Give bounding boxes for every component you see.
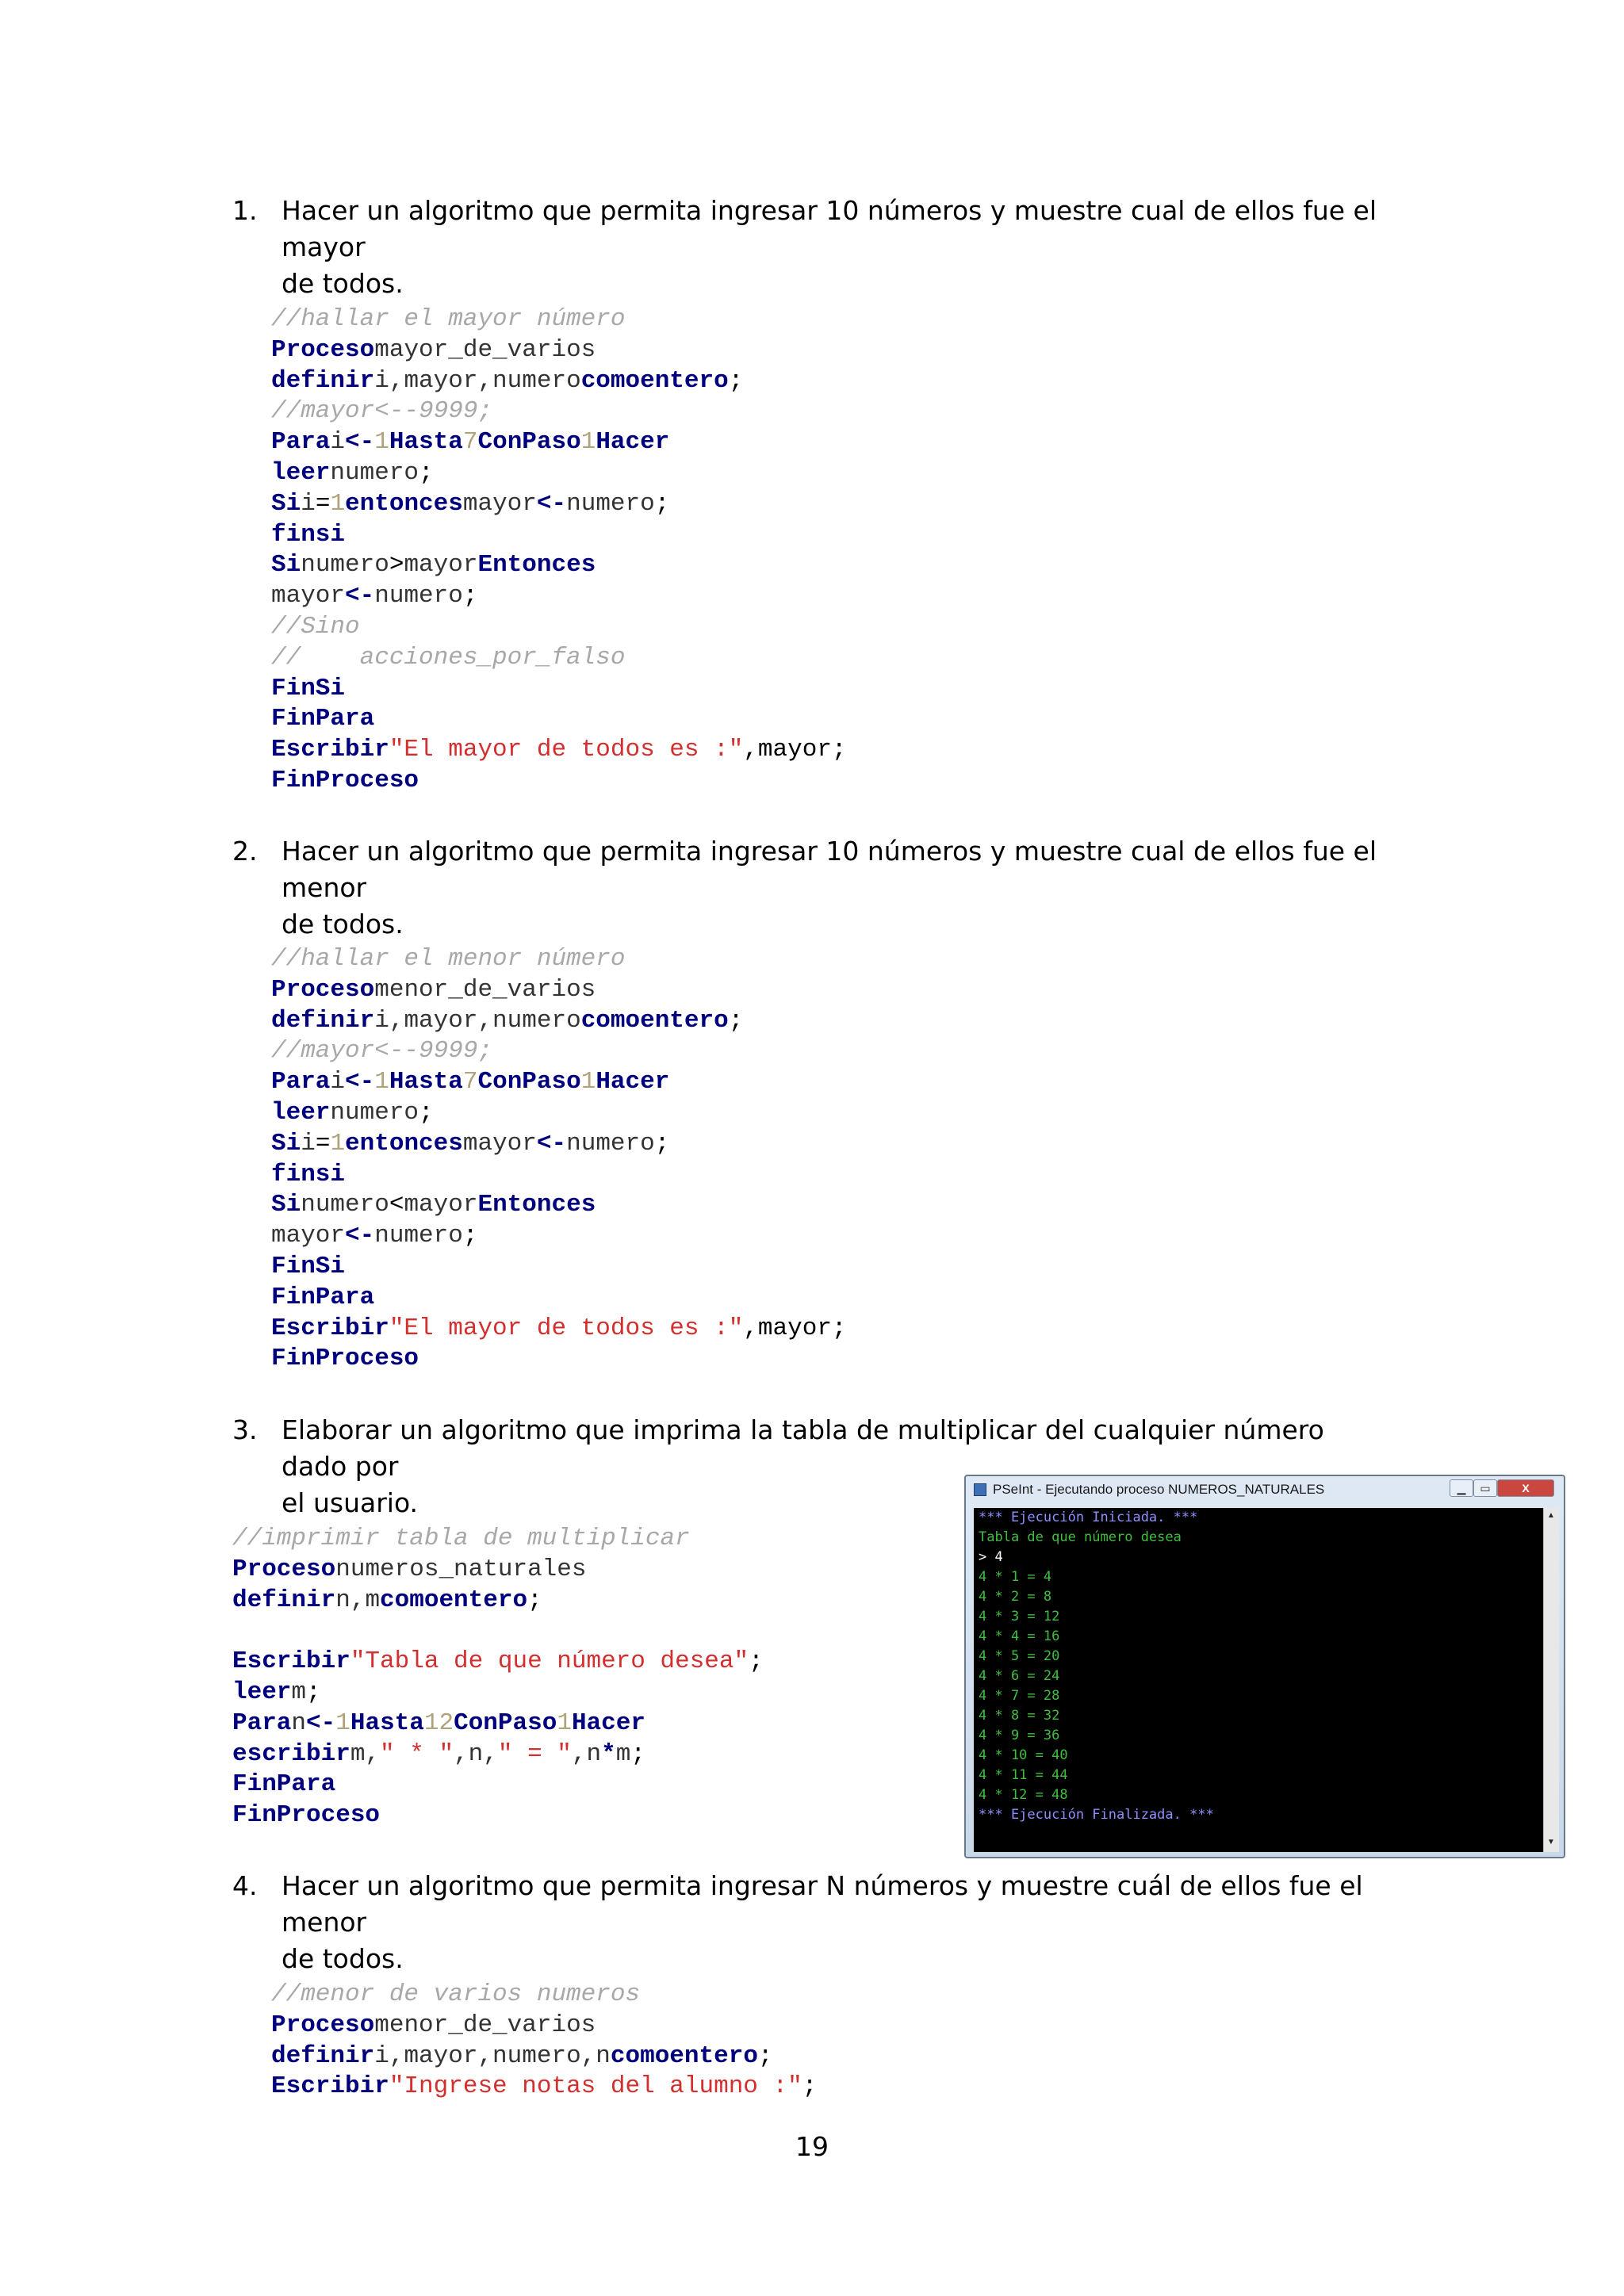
code-token: FinSi [271, 1252, 346, 1280]
code-line [271, 1036, 847, 1067]
console-line: 4 * 6 = 24 [979, 1668, 1060, 1684]
code-line [271, 396, 847, 427]
code-token: ; [802, 2072, 818, 2101]
code-line [232, 1647, 764, 1678]
console-title: PSeInt - Ejecutando proceso NUMEROS_NATURALES [993, 1482, 1325, 1497]
code-line [271, 1098, 847, 1129]
code-token: "El mayor de todos es :" [389, 1314, 744, 1342]
code-line [232, 1524, 764, 1555]
code-token: " = " [497, 1739, 572, 1768]
code-line [271, 1129, 847, 1160]
code-token: i,mayor,numero,n [374, 2042, 611, 2070]
code-line [271, 335, 847, 366]
code-token: 1 [330, 1129, 346, 1158]
code-block-1 [271, 304, 847, 797]
code-token: Hasta [350, 1709, 424, 1737]
console-titlebar [966, 1476, 1564, 1503]
code-token: //hallar el mayor número [271, 305, 626, 333]
code-token: i,mayor,numero [374, 1006, 581, 1035]
code-line [271, 704, 847, 735]
code-line [271, 643, 847, 674]
code-line [271, 1314, 847, 1345]
code-token: 1 [374, 1068, 389, 1096]
code-token: Proceso [271, 975, 375, 1004]
code-token: numero [330, 458, 419, 487]
code-token: finsi [271, 520, 346, 549]
code-token: i [301, 489, 316, 518]
code-token: Si [271, 1191, 301, 1219]
code-token: 12 [423, 1709, 454, 1737]
console-line: 4 * 4 = 16 [979, 1628, 1060, 1644]
code-token: n [291, 1709, 307, 1737]
question-2 [232, 833, 1390, 943]
code-token: Si [271, 489, 301, 518]
code-token: ; [419, 1098, 434, 1127]
code-token: m, [350, 1739, 381, 1768]
code-line [271, 1252, 847, 1283]
code-token: 1 [580, 1068, 596, 1096]
code-token: FinPara [232, 1770, 336, 1799]
code-token: Si [271, 1129, 301, 1158]
console-line: 4 * 10 = 40 [979, 1747, 1068, 1763]
code-line [271, 427, 847, 458]
code-token: FinProceso [271, 1345, 419, 1373]
code-token: FinProceso [232, 1801, 381, 1830]
code-token: FinSi [271, 674, 346, 702]
question-text-line: el usuario. [282, 1487, 419, 1518]
code-block-2 [271, 944, 847, 1375]
console-output [974, 1508, 1543, 1852]
console-line: 4 * 5 = 20 [979, 1648, 1060, 1664]
code-line [271, 581, 847, 612]
code-token: entonces [345, 1129, 463, 1158]
code-token: " * " [380, 1739, 454, 1768]
code-token: comoentero [580, 366, 729, 395]
question-text-line: de todos. [282, 909, 404, 939]
code-token: 1 [580, 428, 596, 457]
console-line: *** Ejecución Finalizada. *** [979, 1807, 1214, 1823]
code-token: definir [271, 1006, 375, 1035]
code-line [271, 1190, 847, 1221]
code-token: ; [654, 489, 670, 518]
code-token: 1 [374, 428, 389, 457]
code-token: FinProceso [271, 766, 419, 794]
code-token: Escribir [232, 1647, 350, 1676]
code-token: <- [345, 1222, 375, 1250]
code-token: ,n, [454, 1739, 498, 1768]
code-token: ; [630, 1739, 645, 1768]
code-token: numero [330, 1098, 419, 1127]
question-text-line: Hacer un algoritmo que permita ingresar 10 números y muestre cual de ellos fue el mayor [282, 195, 1377, 262]
code-token: i [330, 1068, 346, 1096]
question-text-line: de todos. [282, 268, 404, 299]
question-text-line: Hacer un algoritmo que permita ingresar N números y muestre cuál de ellos fue el menor [282, 1870, 1363, 1938]
code-token: mayor [462, 1129, 537, 1158]
code-token: mayor [404, 551, 478, 580]
code-line [271, 975, 847, 1006]
code-token: "El mayor de todos es :" [389, 736, 744, 764]
code-line [271, 1980, 817, 2011]
code-token: ConPaso [477, 428, 581, 457]
code-token: ; [527, 1586, 542, 1614]
code-token: // acciones_por_falso [271, 643, 626, 672]
vertical-scrollbar[interactable] [1543, 1508, 1559, 1852]
code-token: ; [728, 1006, 744, 1035]
question-number: 3. [232, 1414, 258, 1445]
code-line [232, 1800, 764, 1831]
console-line: 4 * 8 = 32 [979, 1708, 1060, 1724]
code-token: ; [757, 2042, 773, 2070]
code-line [271, 1344, 847, 1375]
code-token: m [291, 1678, 307, 1706]
code-token: numeros_naturales [335, 1555, 587, 1583]
code-token: menor_de_varios [374, 975, 596, 1004]
code-token: m [615, 1739, 631, 1768]
code-token: <- [536, 1129, 567, 1158]
code-token: <- [345, 428, 375, 457]
code-token: Escribir [271, 2072, 389, 2101]
code-token: ConPaso [477, 1068, 581, 1096]
console-line: Tabla de que número desea [979, 1529, 1182, 1545]
code-token: leer [271, 458, 331, 487]
code-line [271, 1283, 847, 1314]
code-token: "Ingrese notas del alumno :" [389, 2072, 802, 2101]
code-token: i [330, 428, 346, 457]
code-line [232, 1709, 764, 1739]
code-line [271, 304, 847, 335]
close-button[interactable]: X [1497, 1479, 1554, 1497]
code-token: ConPaso [454, 1709, 557, 1737]
code-line [271, 366, 847, 397]
question-number: 4. [232, 1870, 258, 1901]
console-line: *** Ejecución Iniciada. *** [979, 1510, 1198, 1525]
code-token: Para [271, 1068, 331, 1096]
code-token: Proceso [271, 2011, 375, 2039]
page-number: 19 [795, 2131, 829, 2162]
code-token: //imprimir tabla de multiplicar [232, 1525, 690, 1552]
code-token: mayor [271, 582, 346, 610]
code-token: Hacer [596, 1068, 670, 1096]
code-token: //mayor<--9999; [271, 1037, 493, 1066]
code-token: Hasta [389, 428, 463, 457]
code-token: ; [654, 1129, 670, 1158]
code-token: //menor de varios numeros [271, 1980, 641, 2008]
code-token: //Sino [271, 612, 360, 641]
code-token: i [301, 1129, 316, 1158]
code-token: definir [271, 2042, 375, 2070]
code-token: numero [566, 489, 655, 518]
code-token: <- [345, 582, 375, 610]
code-token: FinPara [271, 1283, 375, 1311]
code-token: n,m [335, 1586, 381, 1614]
code-token: mayor [404, 1191, 478, 1219]
question-text-line: de todos. [282, 1943, 404, 1974]
code-token: leer [271, 1098, 331, 1127]
code-token: <- [306, 1709, 336, 1737]
code-token: comoentero [380, 1586, 528, 1614]
code-token: ; [419, 458, 434, 487]
console-line: > 4 [979, 1549, 1003, 1565]
code-token: = [315, 1129, 331, 1158]
console-line: 4 * 3 = 12 [979, 1609, 1060, 1624]
code-token: Para [271, 428, 331, 457]
code-token: comoentero [610, 2042, 758, 2070]
code-token: 7 [462, 428, 478, 457]
code-token: numero [301, 1191, 389, 1219]
code-token: ; [728, 366, 744, 395]
code-line [232, 1616, 764, 1647]
console-line: 4 * 7 = 28 [979, 1688, 1060, 1704]
code-token: > [389, 551, 404, 580]
scroll-down-icon[interactable]: ▼ [1547, 1838, 1555, 1846]
code-token: Proceso [271, 335, 375, 364]
code-token: leer [232, 1678, 292, 1706]
code-token: Hasta [389, 1068, 463, 1096]
question-1 [232, 193, 1390, 302]
code-token: 7 [462, 1068, 478, 1096]
code-token: Si [271, 551, 301, 580]
code-line [271, 766, 847, 797]
code-line [271, 520, 847, 551]
code-token: //mayor<--9999; [271, 397, 493, 426]
code-token: < [389, 1191, 404, 1219]
code-token: Hacer [596, 428, 670, 457]
code-token: Escribir [271, 1314, 389, 1342]
code-token: numero [566, 1129, 655, 1158]
code-line [271, 735, 847, 766]
code-line [271, 1221, 847, 1252]
app-icon [974, 1483, 986, 1496]
code-token: Proceso [232, 1555, 336, 1583]
code-token: ,mayor; [743, 1314, 847, 1342]
console-line: 4 * 11 = 44 [979, 1767, 1068, 1783]
question-number: 1. [232, 195, 258, 226]
code-line [271, 1006, 847, 1037]
code-token: 1 [330, 489, 346, 518]
code-line [271, 2011, 817, 2042]
code-token: FinPara [271, 705, 375, 733]
code-line [271, 1067, 847, 1098]
code-token: ,mayor; [743, 736, 847, 764]
code-line [271, 550, 847, 581]
code-line [232, 1678, 764, 1709]
code-token: Hacer [571, 1709, 645, 1737]
code-line [232, 1739, 764, 1770]
code-token: 1 [335, 1709, 350, 1737]
console-line: 4 * 12 = 48 [979, 1787, 1068, 1803]
code-line [271, 458, 847, 489]
console-line: 4 * 2 = 8 [979, 1589, 1052, 1605]
maximize-button[interactable]: ▭ [1473, 1479, 1497, 1497]
code-token: escribir [232, 1739, 350, 1768]
code-block-4 [271, 1980, 817, 2103]
minimize-button[interactable]: ▁ [1450, 1479, 1473, 1497]
console-line: 4 * 9 = 36 [979, 1728, 1060, 1743]
code-token: mayor [271, 1222, 346, 1250]
code-token: definir [271, 366, 375, 395]
code-line [271, 674, 847, 705]
code-line [271, 2072, 817, 2103]
question-text-line: Elaborar un algoritmo que imprima la tabla de multiplicar del cualquier número dado por [282, 1414, 1324, 1482]
code-token: = [315, 489, 331, 518]
code-block-3 [232, 1524, 764, 1831]
code-line [232, 1555, 764, 1586]
code-token: numero [374, 1222, 463, 1250]
code-token: i,mayor,numero [374, 366, 581, 395]
code-token: Escribir [271, 736, 389, 764]
code-token: numero [301, 551, 389, 580]
code-token: definir [232, 1586, 336, 1614]
code-line [271, 944, 847, 975]
code-token: <- [536, 489, 567, 518]
code-token: comoentero [580, 1006, 729, 1035]
code-line [271, 2042, 817, 2072]
code-token: 1 [557, 1709, 572, 1737]
code-token: finsi [271, 1160, 346, 1188]
code-token: mayor [462, 489, 537, 518]
code-line [271, 489, 847, 520]
code-token: * [601, 1739, 616, 1768]
question-number: 2. [232, 836, 258, 867]
code-line [232, 1586, 764, 1617]
code-token: //hallar el menor número [271, 945, 626, 973]
code-token: Entonces [477, 1191, 596, 1219]
code-token: "Tabla de que número desea" [350, 1647, 749, 1676]
console-line: 4 * 1 = 4 [979, 1569, 1052, 1585]
code-token: menor_de_varios [374, 2011, 596, 2039]
code-token: mayor_de_varios [374, 335, 596, 364]
code-token: ,n [571, 1739, 602, 1768]
code-line [271, 612, 847, 643]
code-token: ; [306, 1678, 321, 1706]
console-window [964, 1475, 1565, 1858]
code-line [271, 1160, 847, 1191]
code-line [232, 1770, 764, 1800]
code-token: Entonces [477, 551, 596, 580]
code-token: ; [462, 582, 478, 610]
code-token: <- [345, 1068, 375, 1096]
question-4 [232, 1868, 1390, 1977]
code-token: entonces [345, 489, 463, 518]
code-token: ; [749, 1647, 764, 1676]
code-token: Para [232, 1709, 292, 1737]
scroll-up-icon[interactable]: ▲ [1547, 1511, 1555, 1520]
code-token: ; [462, 1222, 478, 1250]
question-text-line: Hacer un algoritmo que permita ingresar 10 números y muestre cual de ellos fue el menor [282, 836, 1377, 903]
code-token: numero [374, 582, 463, 610]
